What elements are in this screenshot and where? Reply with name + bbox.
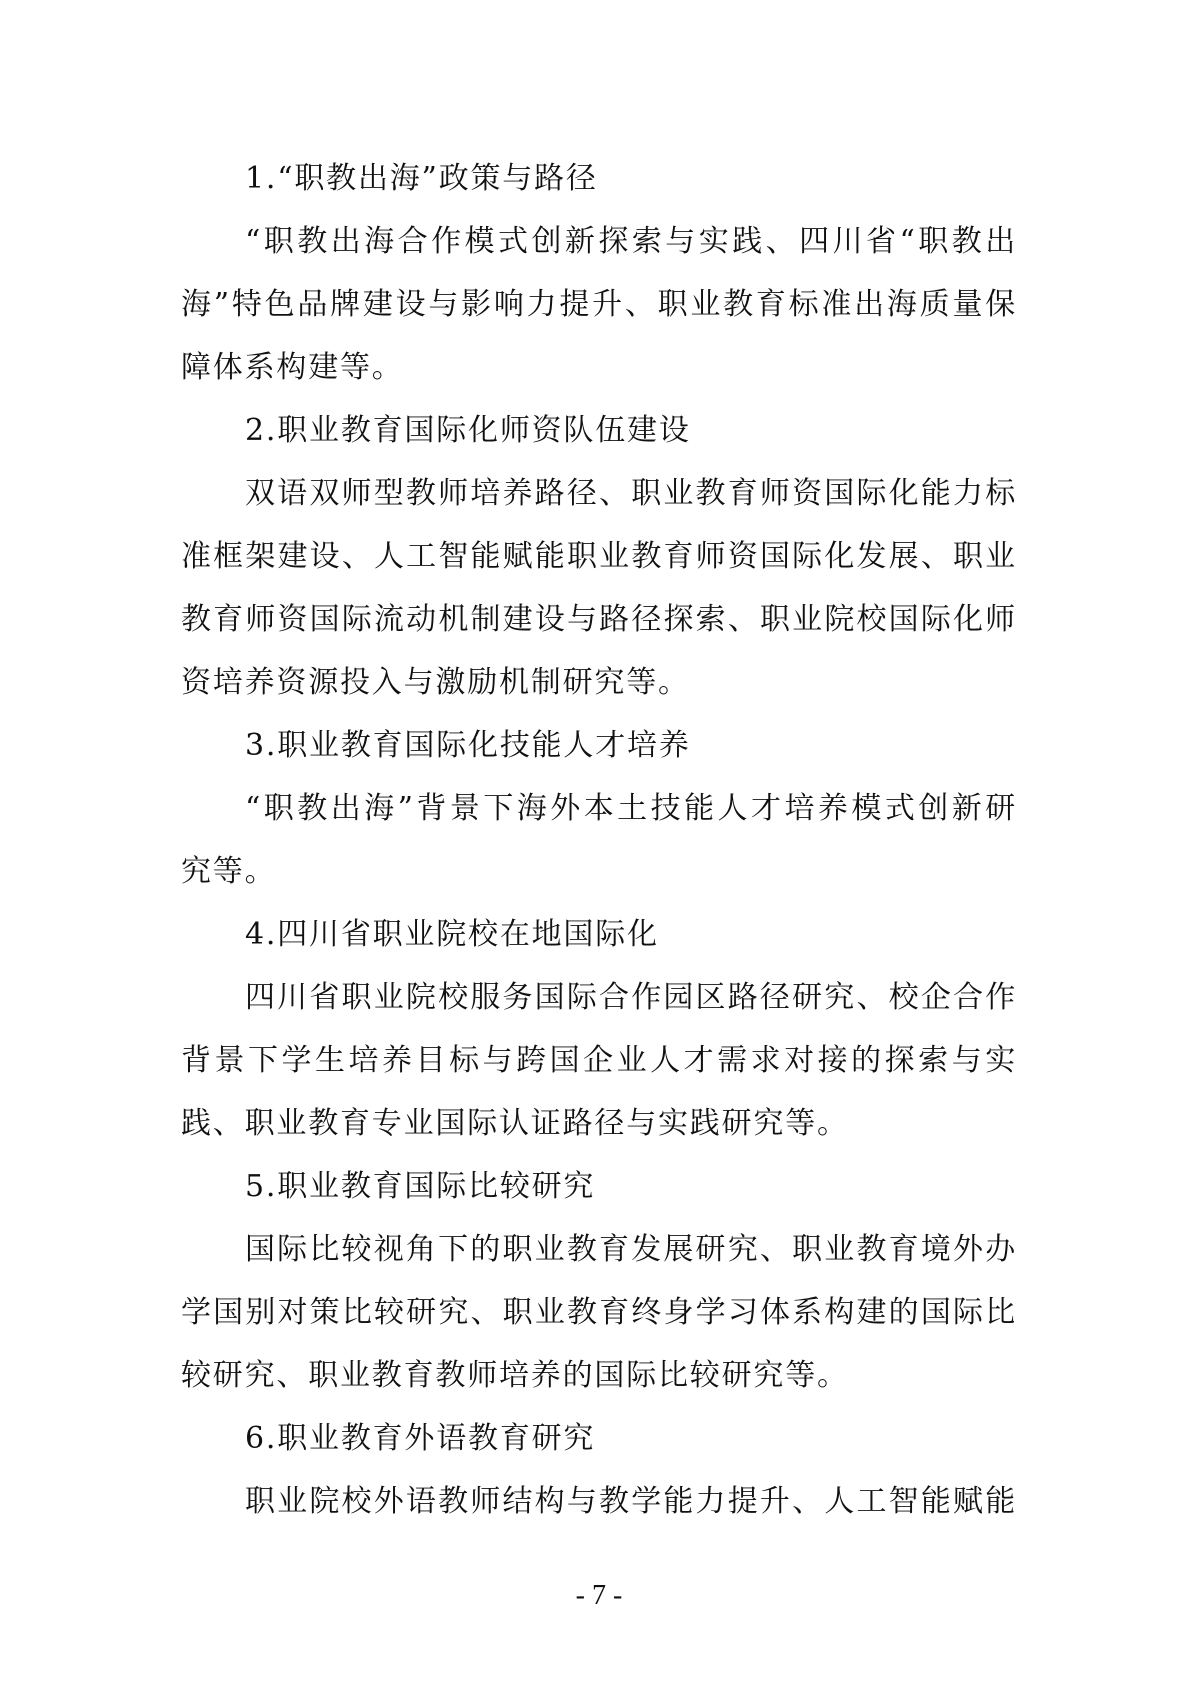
section-6 xyxy=(181,1407,1017,1533)
paragraph-line: “职教出海合作模式创新探索与实践、四川省“职教出 xyxy=(245,224,1017,259)
body-text xyxy=(181,147,1017,1533)
section-heading: 5.职业教育国际比较研究 xyxy=(245,1169,596,1204)
paragraph-line: 较研究、职业教育教师培养的国际比较研究等。 xyxy=(181,1358,849,1393)
paragraph-line: 资培养资源投入与激励机制研究等。 xyxy=(181,665,690,700)
section-heading: 1.“职教出海”政策与路径 xyxy=(245,161,598,196)
section-heading: 4.四川省职业院校在地国际化 xyxy=(245,917,659,952)
paragraph-line: “职教出海”背景下海外本土技能人才培养模式创新研 xyxy=(245,791,1017,826)
section-4 xyxy=(181,903,1017,1155)
page-number: - 7 - xyxy=(575,1580,623,1611)
section-heading: 2.职业教育国际化师资队伍建设 xyxy=(245,413,691,448)
paragraph-line: 国际比较视角下的职业教育发展研究、职业教育境外办 xyxy=(245,1232,1017,1267)
paragraph-line: 学国别对策比较研究、职业教育终身学习体系构建的国际比 xyxy=(181,1295,1017,1330)
paragraph-line: 背景下学生培养目标与跨国企业人才需求对接的探索与实 xyxy=(181,1043,1017,1078)
section-3 xyxy=(181,714,1017,903)
paragraph-line: 海”特色品牌建设与影响力提升、职业教育标准出海质量保 xyxy=(181,287,1017,322)
paragraph-line: 准框架建设、人工智能赋能职业教育师资国际化发展、职业 xyxy=(181,539,1017,574)
section-5 xyxy=(181,1155,1017,1407)
paragraph-line: 践、职业教育专业国际认证路径与实践研究等。 xyxy=(181,1106,849,1141)
section-heading: 6.职业教育外语教育研究 xyxy=(245,1421,596,1456)
paragraph-line: 双语双师型教师培养路径、职业教育师资国际化能力标 xyxy=(245,476,1017,511)
section-1 xyxy=(181,147,1017,399)
section-heading: 3.职业教育国际化技能人才培养 xyxy=(245,728,691,763)
paragraph-line: 究等。 xyxy=(181,854,277,889)
paragraph-line: 四川省职业院校服务国际合作园区路径研究、校企合作 xyxy=(245,980,1017,1015)
paragraph-line: 障体系构建等。 xyxy=(181,350,404,385)
paragraph-line: 职业院校外语教师结构与教学能力提升、人工智能赋能 xyxy=(245,1484,1017,1519)
section-2 xyxy=(181,399,1017,714)
paragraph-line: 教育师资国际流动机制建设与路径探索、职业院校国际化师 xyxy=(181,602,1017,637)
